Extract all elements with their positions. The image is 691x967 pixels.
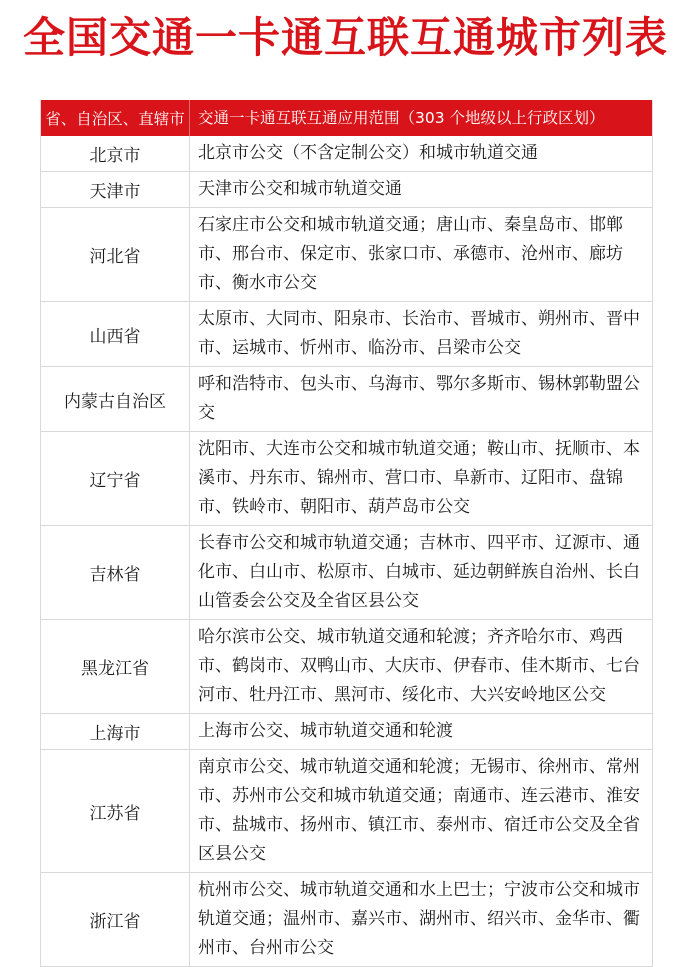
scope-cell: 呼和浩特市、包头市、乌海市、鄂尔多斯市、锡林郭勒盟公交 [198,374,640,423]
table-row [41,367,652,432]
scope-cell: 杭州市公交、城市轨道交通和水上巴士；宁波市公交和城市轨道交通；温州市、嘉兴市、湖州市、绍兴市、金华市、衢州市、台州市公交 [198,880,640,958]
column-header-region: 省、自治区、直辖市 [41,100,190,136]
scope-cell: 南京市公交、城市轨道交通和轮渡；无锡市、徐州市、常州市、苏州市公交和城市轨道交通；南通市、连云港市、淮安市、盐城市、扬州市、镇江市、泰州市、宿迁市公交及全省区县公交 [198,757,640,864]
region-cell: 辽宁省 [41,432,190,525]
table-row [41,526,652,620]
region-cell: 黑龙江省 [41,620,190,713]
city-table [40,100,653,967]
page-title: 全国交通一卡通互联互通城市列表 [22,13,668,62]
region-cell: 天津市 [41,172,190,207]
table-row [41,620,652,714]
scope-cell: 上海市公交、城市轨道交通和轮渡 [198,721,453,741]
scope-cell: 太原市、大同市、阳泉市、长治市、晋城市、朔州市、晋中市、运城市、忻州市、临汾市、吕梁市公交 [198,309,640,358]
table-row [41,432,652,526]
scope-cell: 北京市公交（不含定制公交）和城市轨道交通 [198,143,538,163]
scope-cell: 石家庄市公交和城市轨道交通；唐山市、秦皇岛市、邯郸市、邢台市、保定市、张家口市、承德市、沧州市、廊坊市、衡水市公交 [198,215,623,293]
region-cell: 山西省 [41,302,190,366]
table-row [41,172,652,208]
region-cell: 上海市 [41,714,190,749]
scope-cell: 长春市公交和城市轨道交通；吉林市、四平市、辽源市、通化市、白山市、松原市、白城市、延边朝鲜族自治州、长白山管委会公交及全省区县公交 [198,533,640,611]
table-row [41,302,652,367]
column-header-scope: 交通一卡通互联互通应用范围（303 个地级以上行政区划） [198,108,605,127]
region-cell: 江苏省 [41,750,190,872]
table-row [41,136,652,172]
table-row [41,208,652,302]
region-cell: 浙江省 [41,873,190,966]
region-cell: 河北省 [41,208,190,301]
region-cell: 内蒙古自治区 [41,367,190,431]
region-cell: 北京市 [41,136,190,171]
table-header [41,100,652,136]
scope-cell: 天津市公交和城市轨道交通 [198,179,402,199]
table-row [41,873,652,967]
table-row [41,750,652,873]
table-row [41,714,652,750]
region-cell: 吉林省 [41,526,190,619]
scope-cell: 沈阳市、大连市公交和城市轨道交通；鞍山市、抚顺市、本溪市、丹东市、锦州市、营口市、阜新市、辽阳市、盘锦市、铁岭市、朝阳市、葫芦岛市公交 [198,439,640,517]
scope-cell: 哈尔滨市公交、城市轨道交通和轮渡；齐齐哈尔市、鸡西市、鹤岗市、双鸭山市、大庆市、伊春市、佳木斯市、七台河市、牡丹江市、黑河市、绥化市、大兴安岭地区公交 [198,627,640,705]
